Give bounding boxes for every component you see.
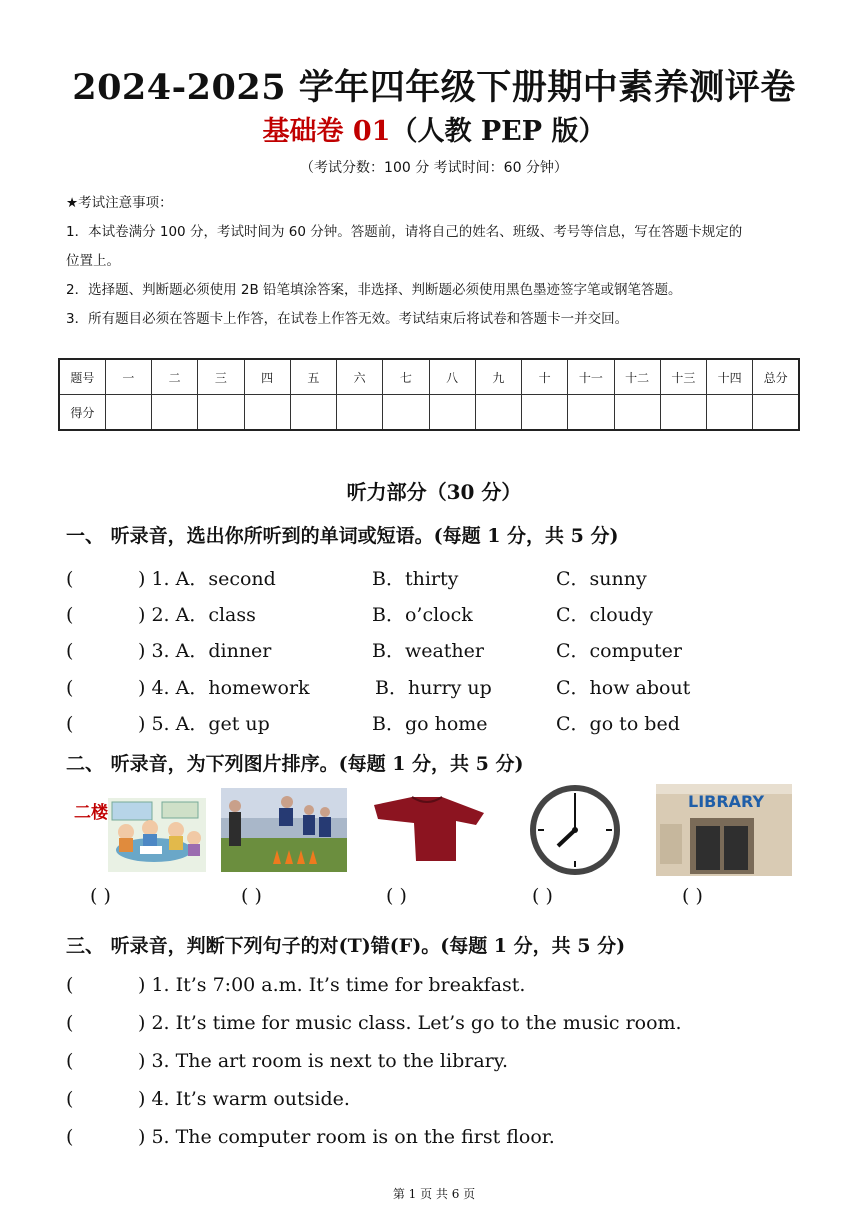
col-header: 一 [105,359,151,395]
s3-question-1 [66,974,525,996]
order-bracket-4[interactable]: ( ) [532,885,553,907]
option-b: B．thirty [372,568,459,590]
statement: ) 3. The art room is next to the library. [138,1050,508,1072]
col-header: 十四 [707,359,753,395]
answer-paren[interactable]: ( [66,1088,74,1110]
score-cell[interactable] [105,395,151,431]
option-c: C．go to bed [556,713,680,735]
row-label: 得分 [59,395,105,431]
section1-heading: 一、 听录音，选出你所听到的单词或短语。(每题 1 分，共 5 分) [66,525,619,547]
option-b: B．go home [372,713,488,735]
col-header: 七 [383,359,429,395]
s3-question-2 [66,1012,682,1034]
s3-question-4 [66,1088,350,1110]
option-a: ) 1. A．second [138,568,276,590]
score-cell[interactable] [660,395,706,431]
note-line-1b: 位置上。 [66,253,120,269]
col-header: 十二 [614,359,660,395]
option-b: B．weather [372,640,484,662]
subtitle-red: 基础卷 01 [262,116,391,147]
option-c: C．computer [556,640,682,662]
statement: ) 5. The computer room is on the first floor. [138,1126,555,1148]
answer-paren[interactable]: ( [66,604,74,626]
score-header-row [59,359,799,395]
option-a: ) 4. A．homework [138,677,310,699]
option-c: C．how about [556,677,691,699]
order-bracket-2[interactable]: ( ) [241,885,262,907]
notes-heading: ★考试注意事项： [66,195,173,211]
order-bracket-1[interactable]: ( ) [90,885,111,907]
score-cell[interactable] [753,395,799,431]
library-sign-text: LIBRARY [688,792,765,811]
col-header: 总分 [753,359,799,395]
col-header: 四 [244,359,290,395]
score-cell[interactable] [429,395,475,431]
s1-question-5 [66,709,270,736]
pe-class-picture [221,788,347,872]
score-cell[interactable] [522,395,568,431]
option-a: ) 5. A．get up [138,713,270,735]
score-cell[interactable] [290,395,336,431]
exam-subtitle [0,109,868,148]
s1-question-1 [66,564,276,591]
note-line-3: 3．所有题目必须在答题卡上作答，在试卷上作答无效。考试结束后将试卷和答题卡一并交回。 [66,311,629,327]
s3-question-3 [66,1050,508,1072]
score-cell[interactable] [337,395,383,431]
score-cell[interactable] [475,395,521,431]
option-a: ) 3. A．dinner [138,640,272,662]
page-footer: 第 1 页 共 6 页 [392,1187,476,1201]
col-header: 十三 [660,359,706,395]
statement: ) 4. It’s warm outside. [138,1088,350,1110]
option-b: B．o’clock [372,604,473,626]
note-line-1: 1．本试卷满分 100 分，考试时间为 60 分钟。答题前，请将自己的姓名、班级、考号等信息，写在答题卡规定的 [66,224,743,240]
score-value-row [59,395,799,431]
answer-paren[interactable]: ( [66,1126,74,1148]
score-cell[interactable] [383,395,429,431]
col-header: 五 [290,359,336,395]
option-a: ) 2. A．class [138,604,256,626]
classroom-picture [74,798,206,872]
statement: ) 2. It’s time for music class. Let’s go to the music room. [138,1012,682,1034]
col-header: 九 [475,359,521,395]
exam-notes [66,189,816,334]
score-cell[interactable] [244,395,290,431]
exam-title: 2024-2025 学年四年级下册期中素养测评卷 [72,67,796,108]
col-header: 十一 [568,359,614,395]
col-header: 二 [152,359,198,395]
note-line-2: 2．选择题、判断题必须使用 2B 铅笔填涂答案，非选择、判断题必须使用黑色墨迹签字笔或钢笔答题。 [66,282,682,298]
exam-meta: （考试分数：100 分 考试时间：60 分钟） [300,160,568,176]
answer-paren[interactable]: ( [66,1012,74,1034]
answer-paren[interactable]: ( [66,677,74,699]
answer-paren[interactable]: ( [66,713,74,735]
answer-paren[interactable]: ( [66,974,74,996]
answer-paren[interactable]: ( [66,1050,74,1072]
score-table [58,358,800,431]
sweater-picture [372,795,486,863]
s1-question-3 [66,636,271,663]
order-bracket-5[interactable]: ( ) [682,885,703,907]
score-cell[interactable] [707,395,753,431]
option-c: C．cloudy [556,604,653,626]
answer-paren[interactable]: ( [66,568,74,590]
section3-heading: 三、 听录音，判断下列句子的对(T)错(F)。(每题 1 分，共 5 分) [66,935,626,957]
col-header: 八 [429,359,475,395]
floor-label: 二楼 [74,803,108,823]
row-label: 题号 [59,359,105,395]
answer-paren[interactable]: ( [66,640,74,662]
listening-title: 听力部分（30 分） [346,480,522,504]
section2-heading: 二、 听录音，为下列图片排序。(每题 1 分，共 5 分) [66,753,524,775]
s1-question-4 [66,673,310,700]
score-cell[interactable] [152,395,198,431]
s3-question-5 [66,1126,555,1148]
col-header: 十 [522,359,568,395]
col-header: 三 [198,359,244,395]
library-picture [656,784,792,876]
statement: ) 1. It’s 7:00 a.m. It’s time for breakfast. [138,974,526,996]
option-b: B．hurry up [375,677,492,699]
col-header: 六 [337,359,383,395]
s1-question-2 [66,600,256,627]
score-cell[interactable] [568,395,614,431]
clock-picture [527,783,623,877]
score-cell[interactable] [198,395,244,431]
order-bracket-3[interactable]: ( ) [386,885,407,907]
option-c: C．sunny [556,568,647,590]
score-cell[interactable] [614,395,660,431]
subtitle-edition: （人教 PEP 版） [390,116,606,147]
